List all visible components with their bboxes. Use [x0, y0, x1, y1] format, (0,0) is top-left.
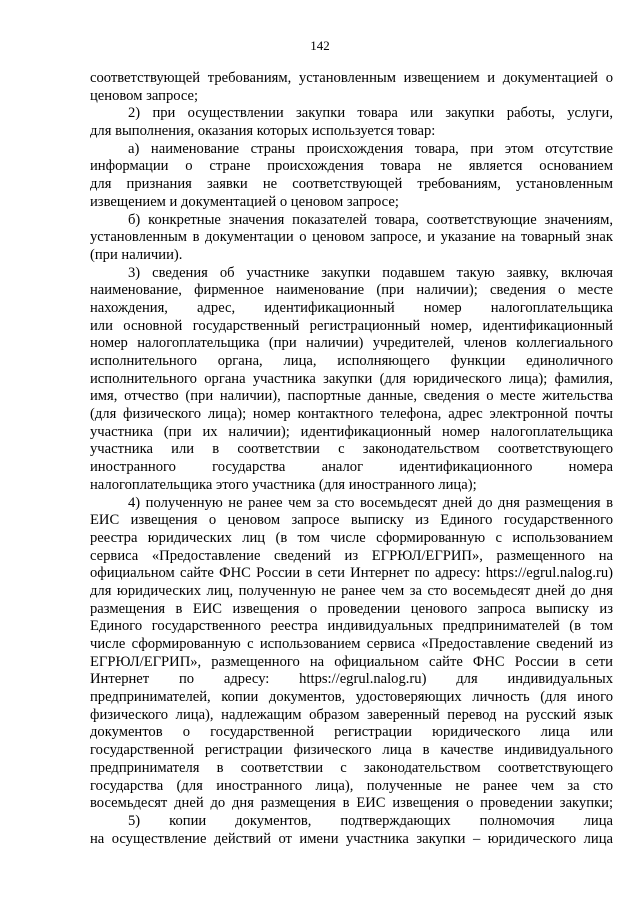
text-line: иностранного государства аналог идентификационного номера	[90, 459, 613, 476]
text-line: исполнительного органа, лица, исполняющего функции единоличного	[90, 353, 613, 369]
text-line: 2) при осуществлении закупки товара или закупки работы, услуги,	[128, 105, 613, 122]
text-line: реестра юридических лиц (в том числе сформированную с использованием	[90, 529, 613, 546]
text-line: 5) копии документов, подтверждающих полномочия лица	[128, 812, 613, 829]
text-line: документов о государственной регистрации юридического лица или	[90, 724, 613, 741]
text-line: предпринимателя в соответствии с законодательством соответствующего	[90, 759, 613, 776]
text-line: для признания заявки не соответствующей требованиям, установленным	[90, 176, 613, 193]
text-line: размещения в ЕИС извещения о проведении ценового запроса выписку из	[90, 600, 613, 617]
text-line: информации о стране происхождения товара не является основанием	[90, 158, 613, 175]
text-line: 4) полученную не ранее чем за сто восемьдесят дней до дня размещения в	[128, 494, 613, 511]
text-line: государственной регистрации физического лица в качестве индивидуального	[90, 742, 613, 759]
text-line: для выполнения, оказания которых используется товар:	[90, 123, 436, 140]
text-line: налогоплательщика этого участника (для иностранного лица);	[90, 476, 477, 493]
text-line: исполнительного органа участника закупки (для юридического лица); фамилия,	[90, 370, 613, 387]
page-number: 142	[310, 38, 330, 53]
text-line: извещением и документацией о ценовом запросе;	[90, 193, 399, 210]
text-line: б) конкретные значения показателей товара, соответствующие значениям,	[128, 211, 613, 228]
text-line: нахождения, адрес, идентификационный номер налогоплательщика	[90, 299, 613, 316]
text-line: физического лица), надлежащим образом заверенный перевод на русский язык	[90, 706, 613, 723]
text-line: а) наименование страны происхождения товара, при этом отсутствие	[128, 140, 613, 157]
text-line: сервиса «Предоставление сведений из ЕГРЮЛ/ЕГРИП», размещенного на	[90, 547, 613, 564]
text-line: ЕИС извещения о ценовом запросе выписку из Единого государственного	[90, 512, 613, 529]
text-line: ценовом запросе;	[90, 87, 199, 104]
text-line: ЕГРЮЛ/ЕГРИП», размещенного на официальном сайте ФНС России в сети	[90, 653, 613, 670]
document-body	[90, 70, 613, 848]
text-line: (при наличии).	[90, 246, 183, 263]
text-line: наименование, фирменное наименование (при наличии); сведения о месте	[90, 282, 613, 299]
text-line: для юридических лиц, полученную не ранее чем за сто восемьдесят дней до дня	[90, 582, 613, 599]
text-line: или основной государственный регистрационный номер, идентификационный	[90, 317, 613, 334]
text-line: восемьдесят дней до дня размещения в ЕИС извещения о проведении закупки;	[90, 795, 613, 812]
text-line: соответствующей требованиям, установленным извещением и документацией о	[90, 70, 613, 86]
text-line: предпринимателей, копии документов, удостоверяющих личность (для иного	[90, 689, 613, 706]
text-line: установленным в документации о ценовом запросе, и указание на товарный знак	[90, 229, 613, 246]
text-line: официальном сайте ФНС России в сети Интернет по адресу: https://egrul.nalog.ru)	[90, 565, 613, 582]
text-line: номер налогоплательщика (при наличии) учредителей, членов коллегиального	[90, 335, 613, 352]
text-line: числе сформированную с использованием сервиса «Предоставление сведений из	[90, 636, 613, 652]
text-line: Единого государственного реестра индивидуальных предпринимателей (в том	[90, 618, 613, 635]
text-line: (для физического лица); номер контактного телефона, адрес электронной почты	[90, 406, 613, 423]
text-line: Интернет по адресу: https://egrul.nalog.ru) для индивидуальных	[90, 671, 613, 688]
text-line: государства (для иностранного лица), полученные не ранее чем за сто	[90, 777, 613, 794]
text-line: имя, отчество (при наличии), паспортные данные, сведения о месте жительства	[90, 388, 613, 405]
text-line: участника или в соответствии с законодательством соответствующего	[90, 441, 613, 458]
text-line: участника (при их наличии); идентификационный номер налогоплательщика	[90, 423, 613, 440]
text-line: 3) сведения об участнике закупки подавшем такую заявку, включая	[128, 264, 613, 281]
text-line: на осуществление действий от имени участника закупки – юридического лица	[90, 830, 613, 847]
